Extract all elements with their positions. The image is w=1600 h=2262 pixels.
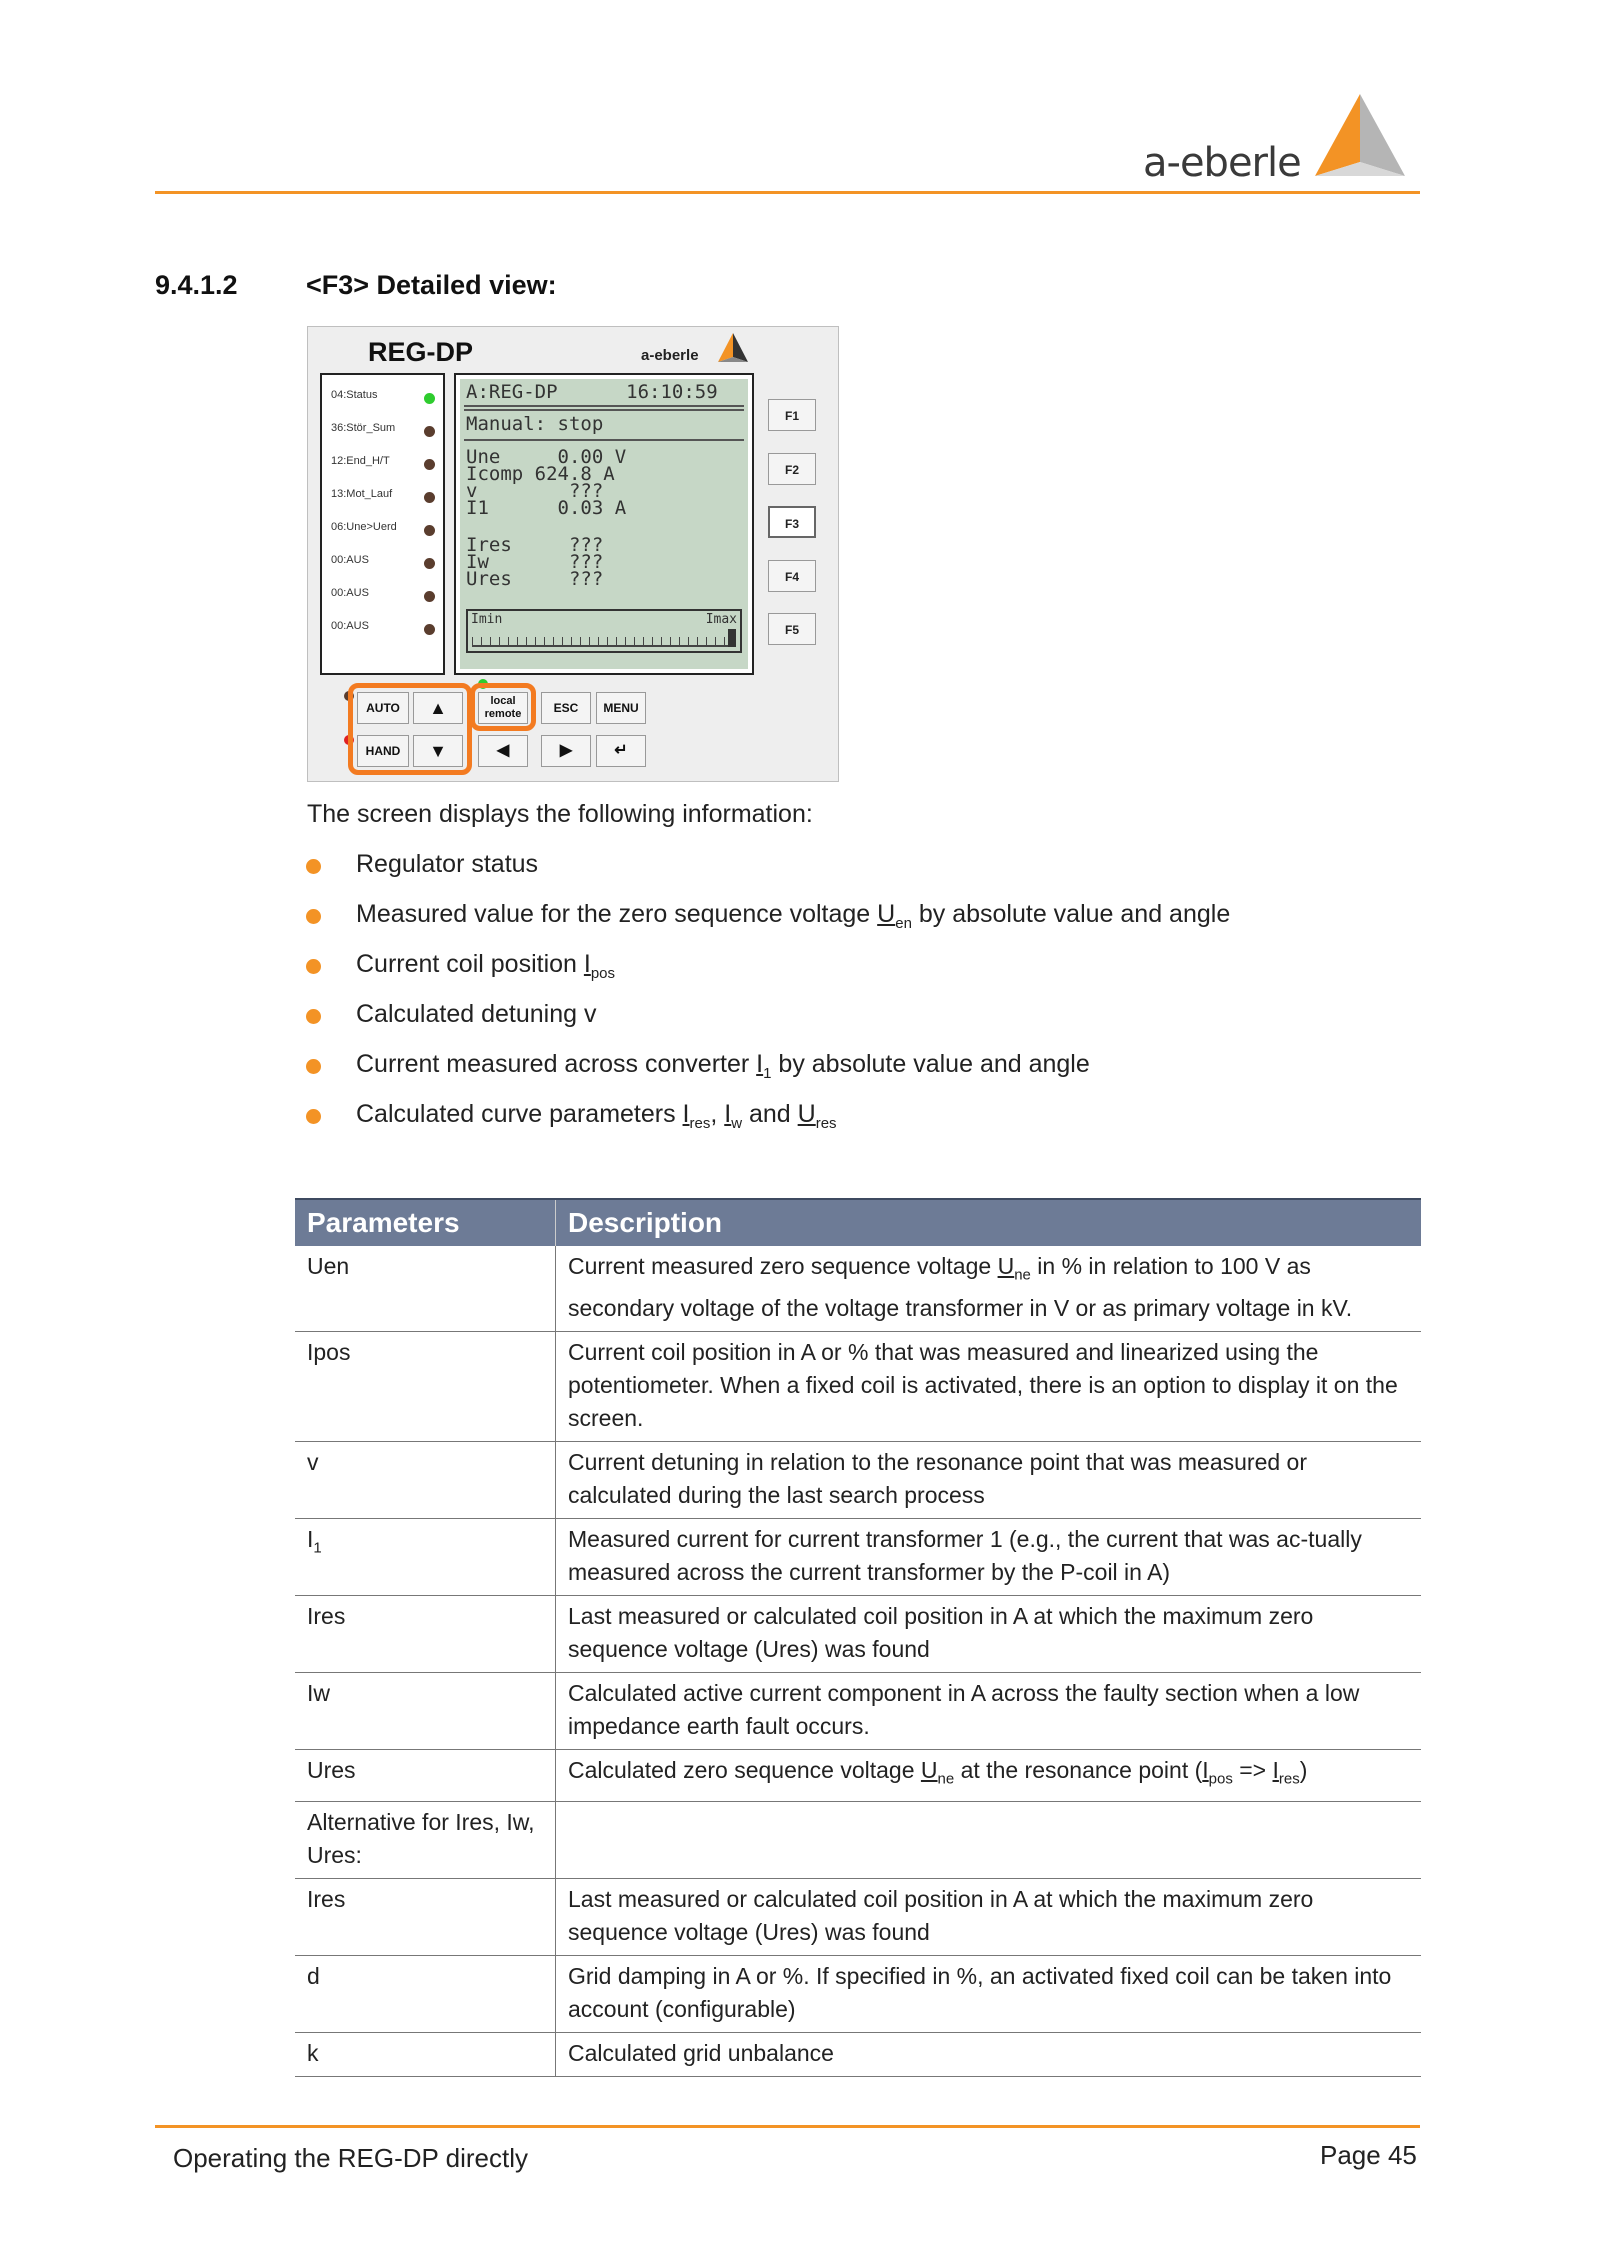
- param-cell: d: [295, 1956, 556, 2033]
- table-row: [295, 1749, 1421, 1802]
- table-row: [295, 1595, 1421, 1672]
- lcd-display: [454, 373, 754, 675]
- led-label: 06:Une>Uerd: [331, 521, 397, 533]
- description-cell: Calculated grid unbalance: [556, 2033, 1422, 2077]
- description-cell: Current coil position in A or % that was measured and linearized using the potentiometer. When a fixed coil is activated, there is an option to display it on the screen.: [556, 1331, 1422, 1441]
- f5-button[interactable]: F5: [768, 613, 816, 645]
- lcd-mode-line: Manual: stop: [466, 413, 604, 435]
- led-label: 36:Stör_Sum: [331, 422, 396, 434]
- param-cell: Alternative for Ires, Iw, Ures:: [295, 1802, 556, 1879]
- table-row: [295, 1441, 1421, 1518]
- led-row: [331, 620, 441, 640]
- param-cell: $I_1$: [295, 1518, 556, 1595]
- parameters-table: [295, 1198, 1421, 2077]
- description-cell: Last measured or calculated coil position in A at which the maximum zero sequence voltage (Ures) was found: [556, 1879, 1422, 1956]
- led-row: [331, 389, 441, 409]
- table-row: [295, 1672, 1421, 1749]
- bullet-dot-icon: [306, 1059, 321, 1074]
- led-label: 00:AUS: [331, 587, 369, 599]
- esc-button[interactable]: ESC: [541, 692, 591, 724]
- description-cell: Current measured zero sequence voltage $U_{ne}$ in % in relation to 100 V as secondary voltage of the voltage transformer in V or as primary voltage in kV.: [556, 1246, 1422, 1331]
- description-cell: Current detuning in relation to the resonance point that was measured or calculated during the last search process: [556, 1441, 1422, 1518]
- bullet-text: Regulator status: [356, 850, 539, 878]
- param-cell: Ires: [295, 1879, 556, 1956]
- led-label: 00:AUS: [331, 554, 369, 566]
- led-row: [331, 587, 441, 607]
- bullet-dot-icon: [306, 1009, 321, 1024]
- led-label: 13:Mot_Lauf: [331, 488, 393, 500]
- lcd-v: v ???: [466, 480, 604, 502]
- bullet-dot-icon: [306, 1109, 321, 1124]
- page-number: Page 45: [1320, 2140, 1417, 2170]
- bullet-text: Current coil position $I_{pos}$: [356, 950, 616, 982]
- led-indicator: [424, 426, 435, 437]
- intro-text: The screen displays the following information:: [307, 800, 813, 828]
- lcd-title-line: A:REG-DP 16:10:59: [466, 381, 718, 403]
- led-indicator: [424, 525, 435, 536]
- led-indicator: [424, 393, 435, 404]
- table-row: [295, 1956, 1421, 2033]
- header-rule: [155, 191, 1420, 194]
- param-cell: Uen: [295, 1246, 556, 1331]
- bullet-dot-icon: [306, 909, 321, 924]
- lcd-divider: [464, 405, 744, 407]
- column-header-description: Description: [556, 1199, 1422, 1246]
- bullet-dot-icon: [306, 859, 321, 874]
- menu-button[interactable]: MENU: [596, 692, 646, 724]
- device-brand: a-eberle: [641, 347, 699, 364]
- led-label: 00:AUS: [331, 620, 369, 632]
- f3-button[interactable]: F3: [768, 506, 816, 538]
- led-indicator: [424, 591, 435, 602]
- lcd-ures: Ures ???: [466, 568, 604, 590]
- led-label: 12:End_H/T: [331, 455, 390, 467]
- lcd-divider: [464, 439, 744, 441]
- footer-rule: [155, 2125, 1420, 2128]
- table-row: [295, 1518, 1421, 1595]
- hand-button[interactable]: HAND: [357, 735, 409, 767]
- led-indicator: [424, 492, 435, 503]
- f2-button[interactable]: F2: [768, 453, 816, 485]
- description-cell: [556, 1802, 1422, 1879]
- left-arrow-button[interactable]: ◀: [478, 735, 528, 767]
- description-cell: Measured current for current transformer 1 (e.g., the current that was ac-tually measured across the current transformer by the P-coil in A): [556, 1518, 1422, 1595]
- lcd-bar-marker: [728, 629, 736, 647]
- lcd-ires: Ires ???: [466, 534, 604, 556]
- table-row: [295, 1246, 1421, 1331]
- f4-button[interactable]: F4: [768, 560, 816, 592]
- led-row: [331, 521, 441, 541]
- led-status-panel: [320, 373, 445, 675]
- auto-button[interactable]: AUTO: [357, 692, 409, 724]
- lcd-bar-scale: [472, 637, 736, 647]
- led-row: [331, 455, 441, 475]
- bullet-text: Calculated curve parameters $I_{res}$, $I_w$ and $U_{res}$: [356, 1100, 837, 1132]
- bullet-dot-icon: [306, 959, 321, 974]
- a-eberle-triangle-logo-icon: [1305, 92, 1405, 182]
- brand-logo-text: a-eberle: [1143, 140, 1301, 186]
- led-row: [331, 422, 441, 442]
- device-name: REG-DP: [368, 337, 474, 367]
- down-arrow-button[interactable]: ▼: [413, 735, 463, 767]
- lcd-screen: [460, 379, 748, 669]
- led-indicator: [424, 459, 435, 470]
- lcd-une: Une 0.00 V: [466, 446, 627, 468]
- up-arrow-button[interactable]: ▲: [413, 692, 463, 724]
- description-cell: Calculated active current component in A across the faulty section when a low impedance earth fault occurs.: [556, 1672, 1422, 1749]
- lcd-icomp: Icomp 624.8 A: [466, 463, 615, 485]
- description-cell: Grid damping in A or %. If specified in %, an activated fixed coil can be taken into account (configurable): [556, 1956, 1422, 2033]
- lcd-i1: I1 0.03 A: [466, 497, 627, 519]
- bullet-text: Current measured across converter $I_1$ by absolute value and angle: [356, 1050, 1090, 1082]
- footer-chapter-title: Operating the REG-DP directly: [173, 2143, 528, 2173]
- lcd-bar-min: Imin: [471, 612, 503, 627]
- lcd-iw: Iw ???: [466, 551, 604, 573]
- led-indicator: [424, 558, 435, 569]
- param-cell: Ipos: [295, 1331, 556, 1441]
- section-title: <F3> Detailed view:: [306, 270, 557, 300]
- param-cell: Iw: [295, 1672, 556, 1749]
- f1-button[interactable]: F1: [768, 399, 816, 431]
- table-row: [295, 1879, 1421, 1956]
- right-arrow-button[interactable]: ▶: [541, 735, 591, 767]
- param-cell: Ures: [295, 1749, 556, 1802]
- column-header-parameters: Parameters: [295, 1199, 556, 1246]
- section-number: 9.4.1.2: [155, 270, 238, 300]
- bullet-text: Measured value for the zero sequence voltage $U_{en}$ by absolute value and angle: [356, 900, 1231, 932]
- led-indicator: [424, 624, 435, 635]
- description-cell: Calculated zero sequence voltage $U_{ne}$ at the resonance point $(I_{pos} => I_{res})$: [556, 1749, 1422, 1802]
- device-front-panel: [307, 326, 839, 782]
- lcd-coil-position-bar: [466, 609, 742, 653]
- param-cell: k: [295, 2033, 556, 2077]
- table-row: [295, 1802, 1421, 1879]
- led-label: 04:Status: [331, 389, 378, 401]
- lcd-bar-max: Imax: [705, 612, 737, 627]
- led-row: [331, 488, 441, 508]
- lcd-divider: [464, 409, 744, 411]
- local-remote-button[interactable]: local remote: [478, 692, 528, 724]
- param-cell: Ires: [295, 1595, 556, 1672]
- table-row: [295, 2033, 1421, 2077]
- device-brand-logo-icon: [715, 332, 749, 364]
- table-row: [295, 1331, 1421, 1441]
- enter-button[interactable]: ↵: [596, 735, 646, 767]
- param-cell: v: [295, 1441, 556, 1518]
- description-cell: Last measured or calculated coil position in A at which the maximum zero sequence voltage (Ures) was found: [556, 1595, 1422, 1672]
- bullet-text: Calculated detuning v: [356, 1000, 597, 1028]
- table-header-row: [295, 1199, 1421, 1246]
- led-row: [331, 554, 441, 574]
